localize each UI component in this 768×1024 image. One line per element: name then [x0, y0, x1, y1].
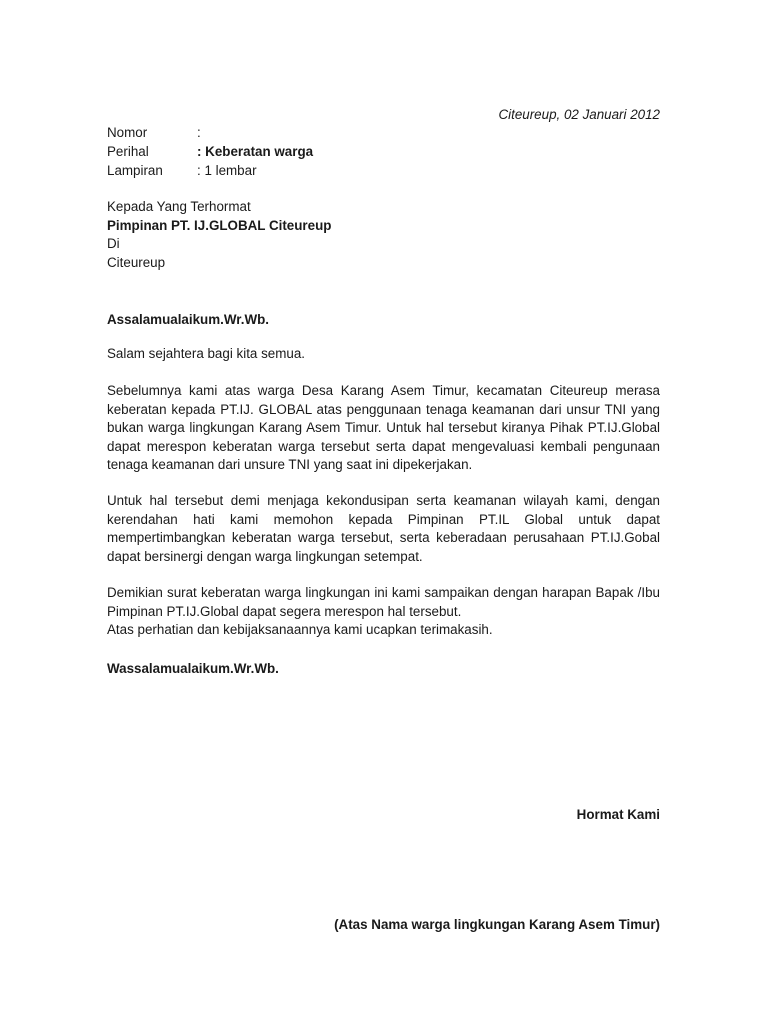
- closing-salutation: Wassalamualaikum.Wr.Wb.: [107, 661, 279, 676]
- meta-label: Nomor: [107, 125, 148, 140]
- meta-value: : 1 lembar: [197, 163, 257, 178]
- body-paragraph-1: Sebelumnya kami atas warga Desa Karang Asem Timur, kecamatan Citeureup merasa keberatan kepada PT.IJ. GLOBAL atas penggunaan tenaga keamanan dari unsur TNI yang bukan warga lingkungan Karang Asem Timur. Untuk hal tersebut kiranya Pihak PT.IJ.Global dapat merespon keberatan warga tersebut serta dapat mengevaluasi kembali pengunaan tenaga keamanan dari unsure TNI yang saat ini dipekerjakan.: [107, 383, 660, 472]
- meta-value: : Keberatan warga: [197, 144, 314, 159]
- greeting: Salam sejahtera bagi kita semua.: [107, 346, 305, 361]
- date-text: Citeureup, 02 Januari 2012: [498, 107, 660, 122]
- letter-date: [498, 106, 660, 125]
- signature-line: (Atas Nama warga lingkungan Karang Asem Timur): [334, 917, 660, 932]
- letter-meta: [107, 124, 313, 181]
- addressee-city: Citeureup: [107, 254, 166, 270]
- regards: Hormat Kami: [576, 807, 660, 822]
- meta-row-nomor: [107, 124, 313, 143]
- body-paragraph-3b: Atas perhatian dan kebijaksanaannya kami ucapkan terimakasih.: [107, 622, 493, 637]
- meta-row-perihal: [107, 143, 313, 162]
- body-paragraph-2: Untuk hal tersebut demi menjaga kekondusipan serta keamanan wilayah kami, dengan kerendahan hati kami memohon kepada Pimpinan PT.IL Global untuk dapat mempertimbangkan keberatan warga tersebut, serta keberadaan perusahaan PT.IJ.Gobal dapat bersinergi dengan warga lingkungan setempat.: [107, 493, 660, 564]
- addressee-block: [107, 198, 331, 272]
- meta-label: Perihal: [107, 144, 149, 159]
- body-paragraph-3: [107, 584, 660, 640]
- addressee-line: Kepada Yang Terhormat: [107, 199, 251, 214]
- meta-value: :: [197, 125, 201, 140]
- meta-label: Lampiran: [107, 163, 163, 178]
- addressee-line: Di: [107, 236, 120, 251]
- addressee-recipient: Pimpinan PT. IJ.GLOBAL Citeureup: [107, 217, 332, 233]
- meta-row-lampiran: [107, 162, 313, 181]
- salutation: Assalamualaikum.Wr.Wb.: [107, 312, 269, 327]
- body-paragraph-3a: Demikian surat keberatan warga lingkungan ini kami sampaikan dengan harapan Bapak /Ibu Pimpinan PT.IJ.Global dapat segera merespon hal tersebut.: [107, 585, 660, 619]
